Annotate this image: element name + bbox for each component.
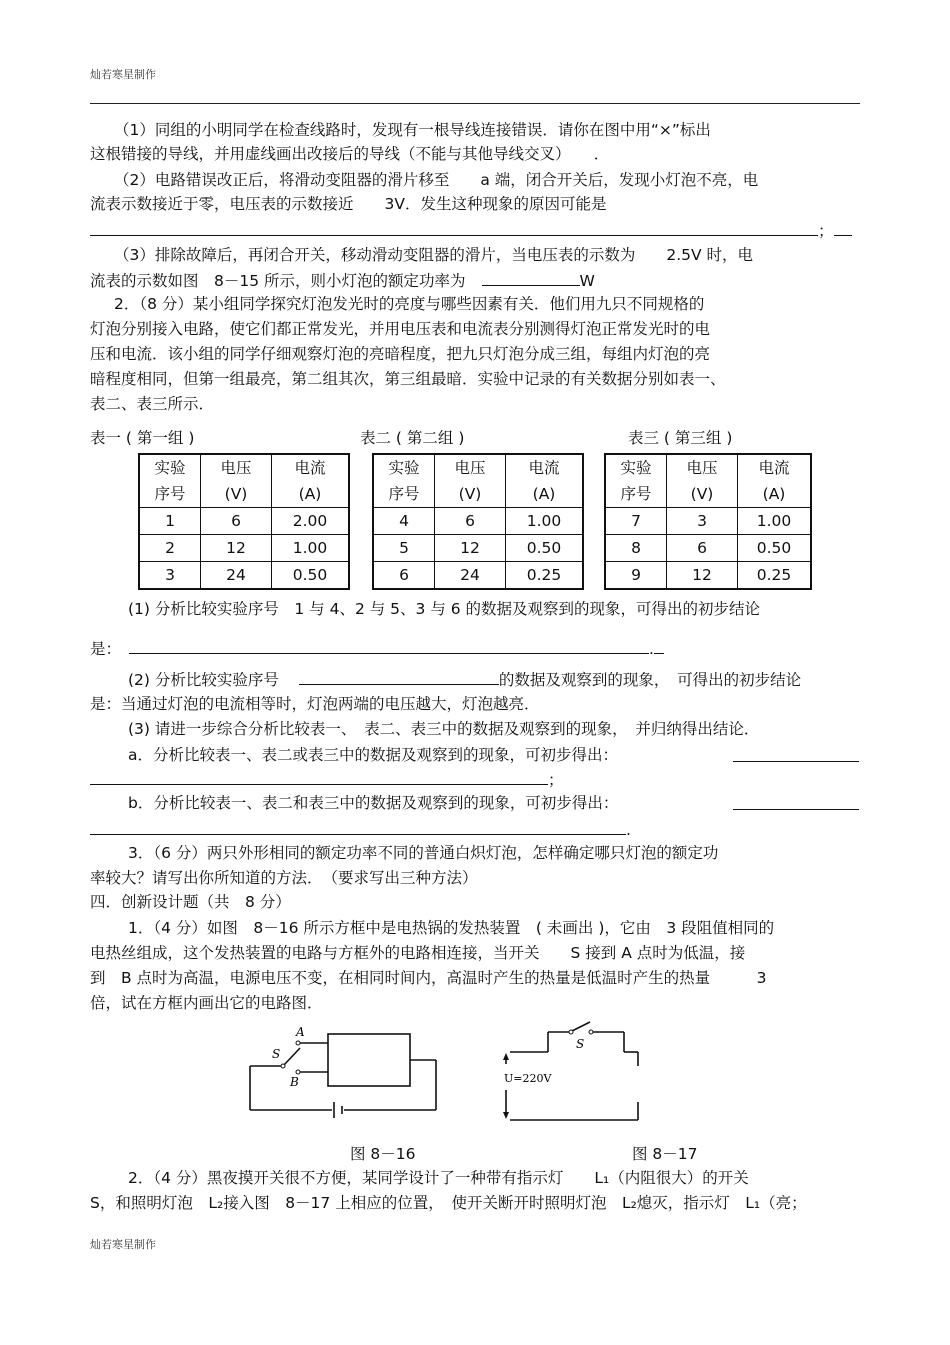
- table-2: [372, 453, 584, 590]
- header-cell: 电流 (A): [272, 454, 350, 508]
- q2-line-2: 流表示数接近于零，电压表的示数接近 3V．发生这种现象的原因可能是: [90, 195, 607, 213]
- a3a-answer-line: [90, 768, 564, 790]
- p2-line-3: 压和电流．该小组的同学仔细观察灯泡的亮暗程度，把九只灯泡分成三组，每组内灯泡的亮: [90, 345, 711, 363]
- header-cell: 电流 (A): [738, 454, 812, 508]
- d1-line-1: 1．（4 分）如图 8－16 所示方框中是电热锅的发热装置 ( 未画出 )，它由 3 段阻值相同的: [128, 919, 775, 937]
- p2-line-2: 灯泡分别接入电路，使它们都正常发光，并用电压表和电流表分别测得灯泡正常发光时的电: [90, 320, 711, 338]
- a1-answer-blank[interactable]: [129, 637, 649, 654]
- table-1: [138, 453, 350, 590]
- q2-answer-end: ；: [818, 222, 834, 240]
- a3a-blank-1[interactable]: [733, 745, 859, 762]
- table-row: 6 24 0.25: [373, 562, 583, 590]
- d2-line-1: 2．（4 分）黑夜摸开关很不方便，某同学设计了一种带有指示灯 L₁（内阻很大）的开关: [128, 1169, 749, 1187]
- q1-line-1: （1）同组的小明同学在检查线路时，发现有一根导线连接错误．请你在图中用“×”标出: [114, 121, 711, 139]
- q3-line-2-text: 流表的示数如图 8－15 所示，则小灯泡的额定功率为: [90, 272, 466, 290]
- table-row: 4 6 1.00: [373, 508, 583, 535]
- q3-unit: W: [579, 272, 595, 290]
- a3b-blank-2[interactable]: [90, 818, 626, 835]
- switch-s: [284, 1048, 300, 1065]
- a2-line: [128, 668, 801, 690]
- q2-answer-line: [90, 219, 860, 241]
- label-u: U=220V: [504, 1072, 552, 1085]
- table-row: 9 12 0.25: [605, 562, 811, 590]
- p2-line-1: 2．（8 分）某小组同学探究灯泡发光时的亮度与哪些因素有关．他们用九只不同规格的: [114, 295, 705, 313]
- a2-answer-blank[interactable]: [299, 668, 499, 685]
- table-3-caption: 表三 ( 第三组 ): [628, 429, 733, 447]
- label-s: S: [272, 1047, 281, 1061]
- header-cell: 电压 (V): [435, 454, 506, 508]
- header-watermark: 灿若寒星制作: [90, 68, 156, 81]
- p3-line-2: 率较大？请写出你所知道的方法． （要求写出三种方法）: [90, 869, 478, 887]
- table-row: 3 24 0.50: [139, 562, 349, 590]
- footer-watermark: 灿若寒星制作: [90, 1238, 156, 1251]
- a3a-blank-2[interactable]: [90, 768, 548, 785]
- table-row: 5 12 0.50: [373, 535, 583, 562]
- q2-line-1: （2）电路错误改正后，将滑动变阻器的滑片移至 a 端，闭合开关后，发现小灯泡不亮，电: [114, 171, 759, 189]
- table-row: 2 12 1.00: [139, 535, 349, 562]
- q1-line-2: 这根错接的导线，并用虚线画出改接后的导线（不能与其他导线交叉） ．: [90, 145, 610, 163]
- p3-line-1: 3．（6 分）两只外形相同的额定功率不同的普通白炽灯泡，怎样确定哪只灯泡的额定功: [128, 844, 719, 862]
- figure-8-17-caption: 图 8－17: [632, 1145, 698, 1163]
- header-cell: 实验 序号: [605, 454, 667, 508]
- q3-line-2: [90, 269, 595, 291]
- figure-8-17: [496, 1020, 656, 1130]
- q3-line-1: （3）排除故障后，再闭合开关，移动滑动变阻器的滑片，当电压表的示数为 2.5V 时，电: [114, 246, 754, 264]
- table-1-caption: 表一 ( 第一组 ): [90, 429, 195, 447]
- a2-prefix: (2) 分析比较实验序号: [128, 671, 279, 689]
- table-row: 8 6 0.50: [605, 535, 811, 562]
- a1-answer-end: .: [649, 640, 654, 658]
- a3a-line: a．分析比较表一、表二或表三中的数据及观察到的现象，可初步得出：: [128, 746, 619, 764]
- label-s: S: [576, 1037, 585, 1051]
- figure-8-16-caption: 图 8－16: [350, 1145, 416, 1163]
- label-b: B: [290, 1075, 299, 1089]
- a3b-end: .: [626, 821, 631, 839]
- section-4-title: 四．创新设计题（共 8 分）: [90, 893, 291, 911]
- a3b-answer-line: [90, 818, 631, 840]
- a3b-blank-1[interactable]: [733, 793, 859, 810]
- a3-line: (3) 请进一步综合分析比较表一、 表二、表三中的数据及观察到的现象， 并归纳得出结论．: [128, 720, 760, 738]
- d2-line-2: S，和照明灯泡 L₂接入图 8－17 上相应的位置， 使开关断开时照明灯泡 L₂熄灭，指示灯 L₁（亮；: [90, 1194, 807, 1212]
- header-cell: 实验 序号: [373, 454, 435, 508]
- header-rule: [90, 103, 860, 104]
- label-a: A: [296, 1025, 305, 1039]
- header-cell: 电压 (V): [201, 454, 272, 508]
- figure-8-16: [240, 1020, 450, 1120]
- a3b-line: b．分析比较表一、表二和表三中的数据及观察到的现象，可初步得出：: [128, 794, 619, 812]
- a3a-end: ；: [548, 771, 564, 789]
- a1-answer-line: [90, 637, 664, 659]
- a2-suffix: 的数据及观察到的现象， 可得出的初步结论: [498, 671, 802, 689]
- heater-box: [328, 1034, 410, 1086]
- table-row: 1 6 2.00: [139, 508, 349, 535]
- d1-line-2: 电热丝组成，这个发热装置的电路与方框外的电路相连接，当开关 S 接到 A 点时为低温，接: [90, 944, 746, 962]
- header-cell: 电流 (A): [506, 454, 584, 508]
- a2-line-2: 是：当通过灯泡的电流相等时，灯泡两端的电压越大，灯泡越亮．: [90, 695, 540, 713]
- power-answer-blank[interactable]: [482, 269, 580, 286]
- table-2-caption: 表二 ( 第二组 ): [360, 429, 465, 447]
- d1-line-4: 倍，试在方框内画出它的电路图．: [90, 994, 323, 1012]
- header-cell: 实验 序号: [139, 454, 201, 508]
- switch-s: [572, 1022, 590, 1031]
- p2-line-5: 表二、表三所示．: [90, 395, 215, 413]
- d1-line-3: 到 B 点时为高温，电源电压不变，在相同时间内，高温时产生的热量是低温时产生的热量 3: [90, 969, 767, 987]
- a1-line: (1) 分析比较实验序号 1 与 4、2 与 5、3 与 6 的数据及观察到的现象，可得出的初步结论: [128, 600, 761, 618]
- a1-answer-prefix: 是：: [90, 640, 122, 658]
- header-cell: 电压 (V): [667, 454, 738, 508]
- table-3: [604, 453, 812, 590]
- table-row: 7 3 1.00: [605, 508, 811, 535]
- p2-line-4: 暗程度相同，但第一组最亮，第二组其次，第三组最暗．实验中记录的有关数据分别如表一、: [90, 370, 726, 388]
